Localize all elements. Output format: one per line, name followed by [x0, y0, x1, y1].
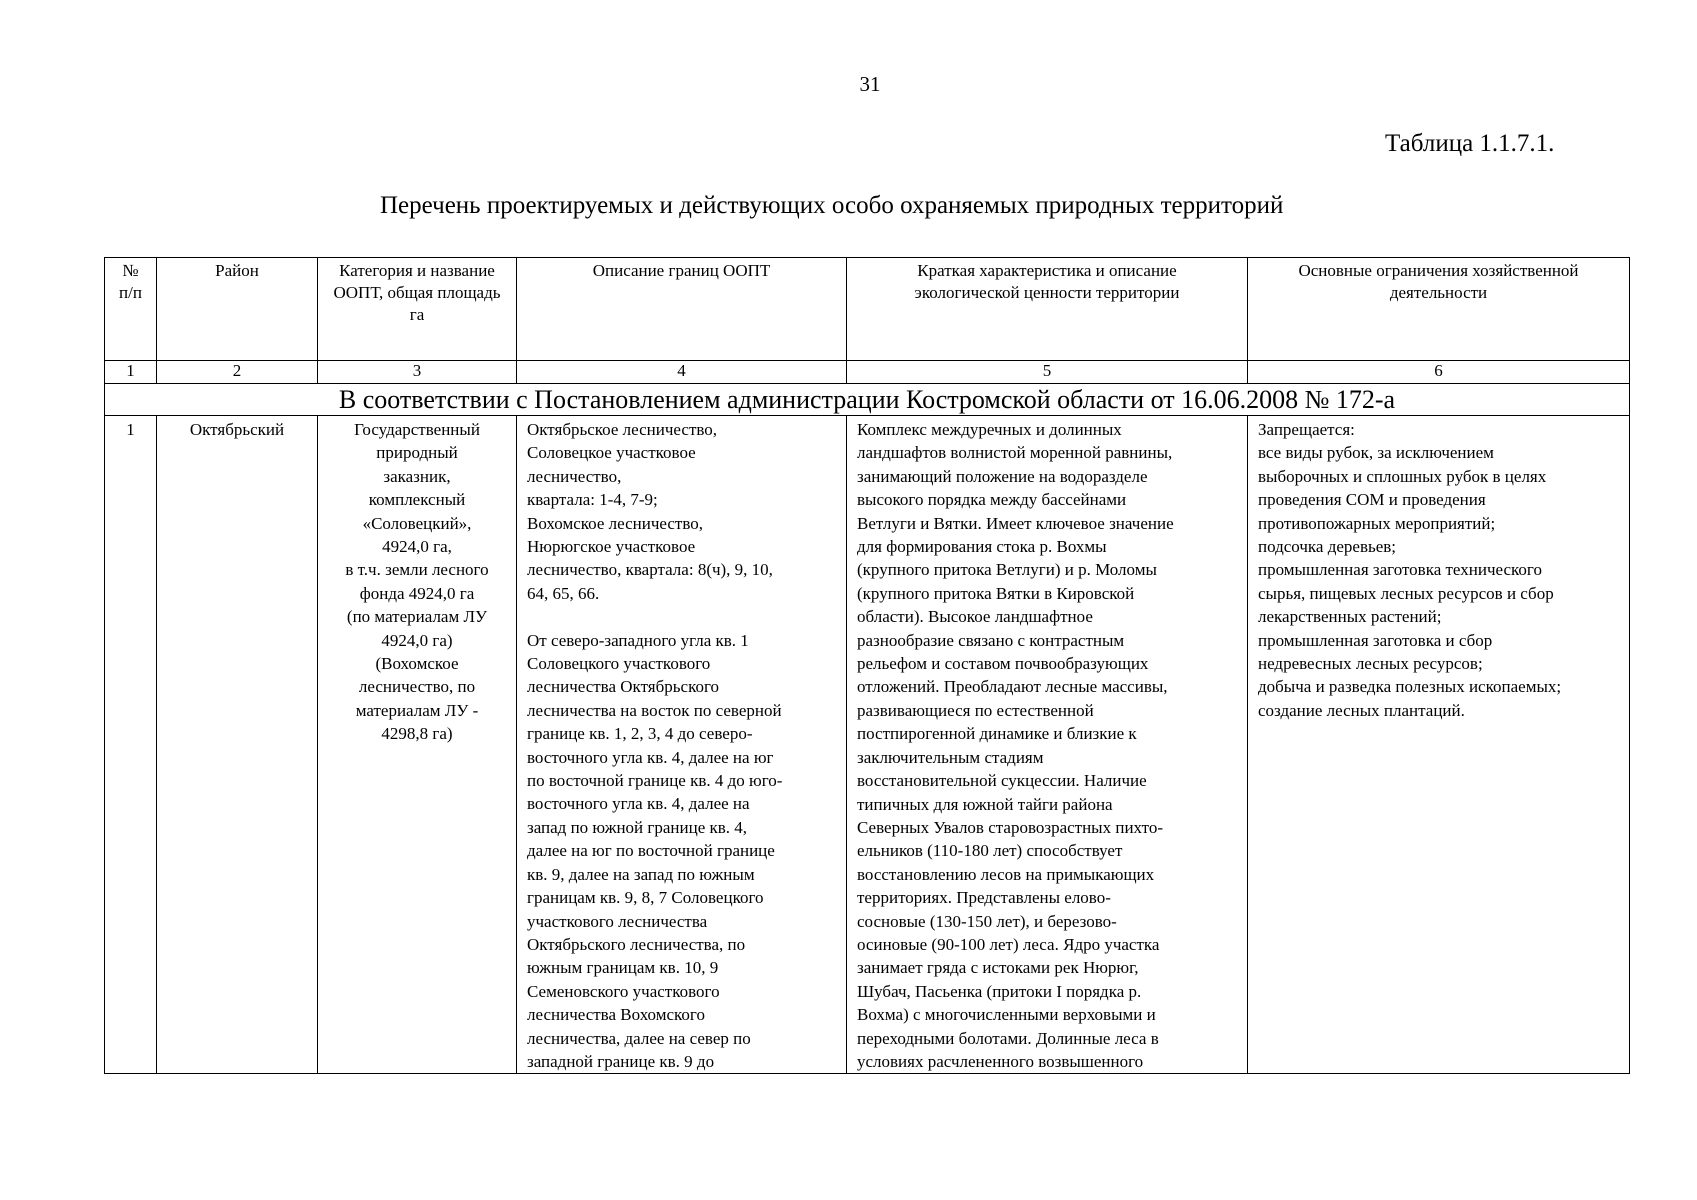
cell-text-line: комплексный: [368, 490, 466, 510]
cell-text-line: области). Высокое ландшафтное: [857, 607, 1093, 627]
cell-text-line: кв. 9, далее на запад по южным: [527, 864, 755, 884]
cell-text-line: промышленная заготовка технического: [1258, 560, 1542, 580]
cell-text-line: осиновые (90-100 лет) леса. Ядро участка: [857, 934, 1160, 954]
column-number: 5: [847, 361, 1248, 384]
header-cell-num: [105, 258, 157, 361]
row-number: 1: [105, 416, 157, 1074]
header-text: деятельности: [1389, 283, 1488, 302]
cell-text-line: [527, 605, 840, 628]
cell-text-line: рельефом и составом почвообразующих: [857, 654, 1149, 674]
cell-text-line: ландшафтов волнистой моренной равнины,: [857, 443, 1173, 463]
cell-text-line: Запрещается:: [1258, 420, 1355, 439]
cell-text-line: занимающий положение на водоразделе: [857, 466, 1148, 486]
header-cell-description: [847, 258, 1248, 361]
cell-text-line: постпирогенной динамике и близкие к: [857, 724, 1137, 744]
column-number: 2: [157, 361, 318, 384]
row-restrictions: [1248, 416, 1630, 1074]
cell-text-line: участкового лесничества: [527, 911, 708, 931]
header-cell-district: [157, 258, 318, 361]
cell-text-line: фонда 4924,0 га: [359, 583, 475, 603]
row-district: Октябрьский: [157, 416, 318, 1074]
cell-text-line: (Вохомское: [375, 654, 459, 674]
header-text: Категория и название: [339, 261, 495, 280]
cell-text-line: 4298,8 га): [381, 724, 453, 744]
cell-text-line: сырья, пищевых лесных ресурсов и сбор: [1258, 583, 1554, 603]
cell-text-line: южным границам кв. 10, 9: [527, 958, 719, 978]
cell-text-line: восстановлению лесов на примыкающих: [857, 864, 1155, 884]
header-text: Краткая характеристика и описание: [917, 261, 1177, 280]
cell-text-line: далее на юг по восточной границе: [527, 841, 775, 861]
cell-text-line: границе кв. 1, 2, 3, 4 до северо-: [527, 724, 753, 744]
cell-text-line: Шубач, Пасьенка (притоки I порядка р.: [857, 981, 1142, 1001]
cell-text-line: недревесных лесных ресурсов;: [1258, 654, 1483, 674]
row-boundaries: [517, 416, 847, 1074]
cell-text-line: Октябрьское лесничество,: [527, 420, 718, 439]
cell-text-line: лесничества, далее на север по: [527, 1028, 751, 1048]
cell-text-line: (крупного притока Вятки в Кировской: [857, 583, 1135, 603]
cell-text-line: высокого порядка между бассейнами: [857, 490, 1127, 510]
cell-text-line: заключительным стадиям: [857, 747, 1044, 767]
cell-text-line: развивающиеся по естественной: [857, 700, 1094, 720]
cell-text-line: Нюрюгское участковое: [527, 537, 696, 557]
cell-text-line: 4924,0 га,: [382, 537, 452, 557]
cell-text-line: подсочка деревьев;: [1258, 537, 1397, 557]
cell-text-line: материалам ЛУ -: [355, 700, 479, 720]
cell-text-line: 64, 65, 66.: [527, 583, 600, 603]
header-cell-boundaries: [517, 258, 847, 361]
cell-text-line: лесничества на восток по северной: [527, 700, 782, 720]
protected-areas-table: [104, 257, 1630, 1074]
cell-text-line: Соловецкое участковое: [527, 443, 696, 463]
cell-text-line: заказник,: [383, 466, 451, 486]
header-text: Описание границ ООПТ: [592, 261, 771, 280]
cell-text-line: 4924,0 га): [381, 630, 453, 650]
header-cell-restrictions: [1248, 258, 1630, 361]
cell-text-line: разнообразие связано с контрастным: [857, 630, 1125, 650]
header-text: га: [409, 305, 425, 324]
cell-text-line: условиях расчлененного возвышенного: [857, 1051, 1144, 1071]
cell-text-line: лесничество,: [527, 466, 622, 486]
cell-text-line: Вохомское лесничество,: [527, 513, 703, 533]
header-text: №: [122, 261, 139, 280]
cell-text-line: сосновые (130-150 лет), и березово-: [857, 911, 1117, 931]
cell-text-line: типичных для южной тайги района: [857, 794, 1113, 814]
document-title: Перечень проектируемых и действующих особо охраняемых природных территорий: [380, 192, 1284, 219]
row-category: [318, 416, 517, 1074]
header-text: ООПТ, общая площадь: [333, 283, 501, 302]
cell-text-line: лесничество, квартала: 8(ч), 9, 10,: [527, 560, 773, 580]
cell-text-line: границам кв. 9, 8, 7 Соловецкого: [527, 888, 764, 908]
cell-text-line: лекарственных растений;: [1258, 607, 1442, 627]
table-row: [105, 416, 1630, 1074]
cell-text-line: восстановительной сукцессии. Наличие: [857, 771, 1147, 791]
cell-text-line: (крупного притока Ветлуги) и р. Моломы: [857, 560, 1157, 580]
cell-text-line: Семеновского участкового: [527, 981, 720, 1001]
cell-text-line: западной границе кв. 9 до: [527, 1051, 715, 1071]
cell-text-line: Государственный: [354, 420, 480, 439]
cell-text-line: восточного угла кв. 4, далее на: [527, 794, 750, 814]
column-number: 3: [318, 361, 517, 384]
cell-text-line: ельников (110-180 лет) способствует: [857, 841, 1123, 861]
header-text: экологической ценности территории: [914, 283, 1180, 302]
cell-text-line: все виды рубок, за исключением: [1258, 443, 1494, 463]
cell-text-line: территориях. Представлены елово-: [857, 888, 1111, 908]
cell-text-line: Вохма) с многочисленными верховыми и: [857, 1005, 1156, 1025]
cell-text-line: добыча и разведка полезных ископаемых;: [1258, 677, 1562, 697]
row-description: [847, 416, 1248, 1074]
header-text: Район: [215, 261, 259, 280]
section-row: [105, 384, 1630, 416]
page-number: 31: [859, 72, 881, 96]
cell-text-line: (по материалам ЛУ: [346, 607, 488, 627]
cell-text-line: переходными болотами. Долинные леса в: [857, 1028, 1159, 1048]
cell-text-line: занимает гряда с истоками рек Нюрюг,: [857, 958, 1139, 978]
column-numbers-row: [105, 361, 1630, 384]
table-header-row: [105, 258, 1630, 361]
cell-text-line: восточного угла кв. 4, далее на юг: [527, 747, 774, 767]
cell-text-line: Северных Увалов старовозрастных пихто-: [857, 817, 1163, 837]
cell-text-line: по восточной границе кв. 4 до юго-: [527, 771, 783, 791]
column-number: 6: [1248, 361, 1630, 384]
header-cell-category: [318, 258, 517, 361]
cell-text-line: отложений. Преобладают лесные массивы,: [857, 677, 1168, 697]
cell-text-line: Ветлуги и Вятки. Имеет ключевое значение: [857, 513, 1174, 533]
column-number: 1: [105, 361, 157, 384]
cell-text-line: «Соловецкий»,: [362, 513, 472, 533]
cell-text-line: противопожарных мероприятий;: [1258, 513, 1496, 533]
cell-text-line: в т.ч. земли лесного: [345, 560, 489, 580]
cell-text-line: квартала: 1-4, 7-9;: [527, 490, 658, 510]
section-title: В соответствии с Постановлением администрации Костромской области от 16.06.2008 № 172-а: [105, 384, 1630, 416]
table-label: Таблица 1.1.7.1.: [1385, 130, 1555, 157]
cell-text-line: для формирования стока р. Вохмы: [857, 537, 1107, 557]
cell-text-line: проведения СОМ и проведения: [1258, 490, 1486, 510]
cell-text-line: Комплекс междуречных и долинных: [857, 420, 1122, 439]
column-number: 4: [517, 361, 847, 384]
cell-text-line: запад по южной границе кв. 4,: [527, 817, 748, 837]
cell-text-line: создание лесных плантаций.: [1258, 700, 1465, 720]
cell-text-line: лесничество, по: [358, 677, 476, 697]
cell-text-line: От северо-западного угла кв. 1: [527, 630, 749, 650]
cell-text-line: промышленная заготовка и сбор: [1258, 630, 1493, 650]
cell-text-line: Октябрьского лесничества, по: [527, 934, 746, 954]
header-text: п/п: [119, 283, 142, 302]
cell-text-line: Соловецкого участкового: [527, 654, 711, 674]
cell-text-line: выборочных и сплошных рубок в целях: [1258, 466, 1547, 486]
header-text: Основные ограничения хозяйственной: [1298, 261, 1579, 280]
cell-text-line: природный: [376, 443, 458, 463]
cell-text-line: лесничества Вохомского: [527, 1005, 705, 1025]
cell-text-line: лесничества Октябрьского: [527, 677, 720, 697]
